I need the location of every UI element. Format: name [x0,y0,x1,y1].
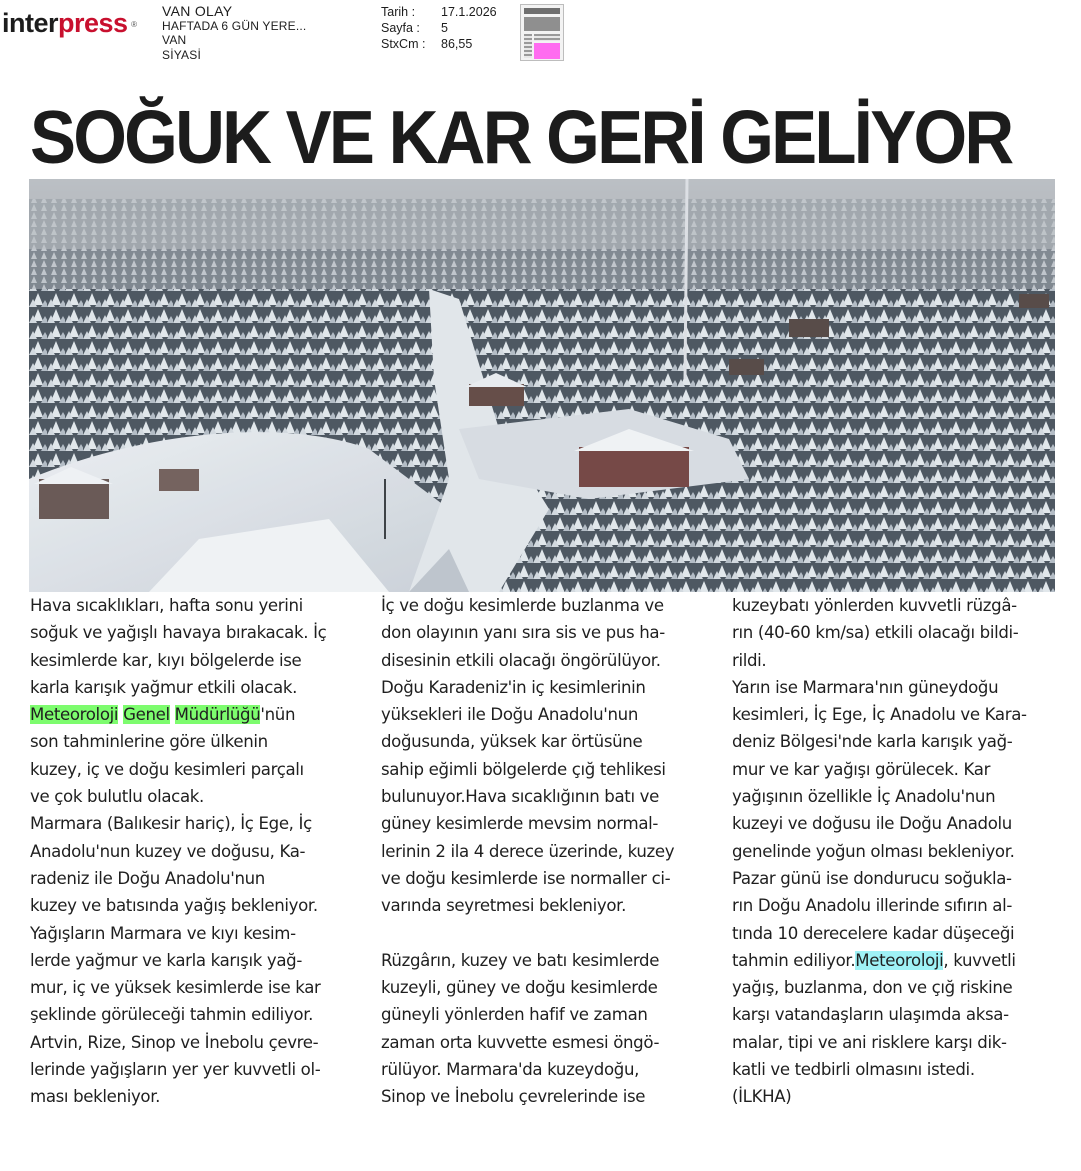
highlight-mudurlugu: Müdürlüğü [174,705,261,725]
logo-text-inter: inter [2,8,59,38]
col2-line: güney kesimlerde mevsim normal- [381,814,659,834]
meta-page-value: 5 [441,21,448,35]
col3-line: Yarın ise Marmara'nın güneydoğu [732,677,999,697]
clipping-location-marker [534,43,560,59]
col1-line: kesimlerde kar, kıyı bölgelerde ise [30,650,302,670]
col2-line: Doğu Karadeniz'in iç kesimlerinin [381,677,646,697]
col2-line: zaman orta kuvvette esmesi öngö- [381,1032,660,1052]
col3-line: deniz Bölgesi'nde karla karışık yağ- [732,732,1013,752]
col1-line: Yağışların Marmara ve kıyı kesim- [30,923,296,943]
col2-line: disesinin etkili olacağı öngörülüyor. [381,650,661,670]
col3-line: (İLKHA) [732,1087,792,1107]
col1-line: karla karışık yağmur etkili olacak. [30,677,298,697]
article-column-1 [30,592,360,1111]
col3-line: katli ve tedbirli olmasını istedi. [732,1060,975,1080]
article-column-3 [732,592,1062,1111]
col2-blank-line [381,920,711,947]
col1-line: şeklinde görüleceği tahmin ediliyor. [30,1005,314,1025]
clipping-meta [381,4,497,52]
meta-stxcm-value: 86,55 [441,37,473,51]
col2-line: varında seyretmesi bekleniyor. [381,896,627,916]
col2-line: İç ve doğu kesimlerde buzlanma ve [381,596,664,615]
col1-line: ve çok bulutlu olacak. [30,787,204,807]
meta-row-page [381,20,497,36]
logo-text-press: press [58,8,128,38]
col1-line: Marmara (Balıkesir hariç), İç Ege, İç [30,814,312,834]
col1-line: ması bekleniyor. [30,1087,161,1107]
meta-date-value: 17.1.2026 [441,5,497,19]
col1-line: Hava sıcaklıkları, hafta sonu yerini [30,596,303,615]
col1-line: lerde yağmur ve karla karışık yağ- [30,950,303,970]
col1-line-highlighted: Meteoroloji Genel Müdürlüğü'nün [30,705,296,725]
highlight-meteoroloji: Meteoroloji [855,950,944,970]
meta-row-date [381,4,497,20]
col2-line: yüksekleri ile Doğu Anadolu'nun [381,705,639,725]
article-photo-snowy-forest [29,179,1055,592]
meta-row-stxcm [381,36,497,52]
col2-line: Sinop ve İnebolu çevrelerinde ise [381,1087,646,1107]
col3-line: karşı vatandaşların ulaşımda aksa- [732,1005,1009,1025]
col2-line: ve doğu kesimlerde ise normaller ci- [381,868,671,888]
col1-line: lerinde yağışların yer yer kuvvetli ol- [30,1060,321,1080]
col3-line: rın Doğu Anadolu illerinde sıfırın al- [732,896,1013,916]
col1-line: mur, iç ve yüksek kesimlerde ise kar [30,978,321,998]
article-column-2 [381,592,711,1111]
col1-line: Anadolu'nun kuzey ve doğusu, Ka- [30,841,306,861]
col3-line: mur ve kar yağışı görülecek. Kar [732,759,991,779]
col1-line: kuzey, iç ve doğu kesimleri parçalı [30,759,304,779]
col3-line: kuzeybatı yönlerden kuvvetli rüzgâ- [732,596,1017,615]
col3-line: kuzeyi ve doğusu ile Doğu Anadolu [732,814,1012,834]
col3-line: genelinde yoğun olması bekleniyor. [732,841,1015,861]
col2-line: rülüyor. Marmara'da kuzeydoğu, [381,1060,640,1080]
col2-line: sahip eğimli bölgelerde çığ tehlikesi [381,759,666,779]
col3-line: malar, tipi ve ani risklere karşı dik- [732,1032,1007,1052]
col2-line: don olayının yanı sıra sis ve pus ha- [381,623,665,643]
col2-line: kuzeyli, güney ve doğu kesimlerde [381,978,658,998]
publication-city: VAN [162,33,187,47]
col1-line: radeniz ile Doğu Anadolu'nun [30,868,265,888]
interpress-logo [2,6,137,40]
highlight-meteoroloji: Meteoroloji [30,705,119,725]
col1-line: Artvin, Rize, Sinop ve İnebolu çevre- [30,1032,319,1052]
col2-line: güneyli yönlerden hafif ve zaman [381,1005,648,1025]
col2-line: doğusunda, yüksek kar örtüsüne [381,732,643,752]
col3-line: kesimleri, İç Ege, İç Anadolu ve Kara- [732,705,1027,725]
col2-line: Rüzgârın, kuzey ve batı kesimlerde [381,950,660,970]
col2-line: lerinin 2 ila 4 derece üzerinde, kuzey [381,841,675,861]
col3-line: Pazar günü ise dondurucu soğukla- [732,868,1012,888]
col3-line: rildi. [732,650,767,670]
registered-mark: ® [131,20,137,29]
meta-date-label: Tarih : [381,5,416,19]
col2-line: bulunuyor.Hava sıcaklığının batı ve [381,787,659,807]
page-thumbnail[interactable] [520,4,564,61]
highlight-genel: Genel [123,705,170,725]
meta-page-label: Sayfa : [381,21,420,35]
col3-line: yağış, buzlanma, don ve çığ riskine [732,978,1013,998]
article-headline: SOĞUK VE KAR GERİ GELİYOR [30,95,1012,179]
publication-name: VAN OLAY [162,3,233,19]
col1-line: soğuk ve yağışlı havaya bırakacak. İç [30,623,327,643]
col3-line: yağışının özellikle İç Anadolu'nun [732,787,996,807]
publication-frequency: HAFTADA 6 GÜN YERE... [162,18,307,33]
col1-line: kuzey ve batısında yağış bekleniyor. [30,896,318,916]
col3-line-highlighted: tahmin ediliyor.Meteoroloji, kuvvetli [732,950,1016,970]
col1-line: son tahminlerine göre ülkenin [30,732,268,752]
col3-line: tında 10 derecelere kadar düşeceği [732,923,1015,943]
meta-stxcm-label: StxCm : [381,37,426,51]
publication-info [162,4,306,62]
publication-section: SİYASİ [162,47,201,62]
col3-line: rın (40-60 km/sa) etkili olacağı bildi- [732,623,1019,643]
